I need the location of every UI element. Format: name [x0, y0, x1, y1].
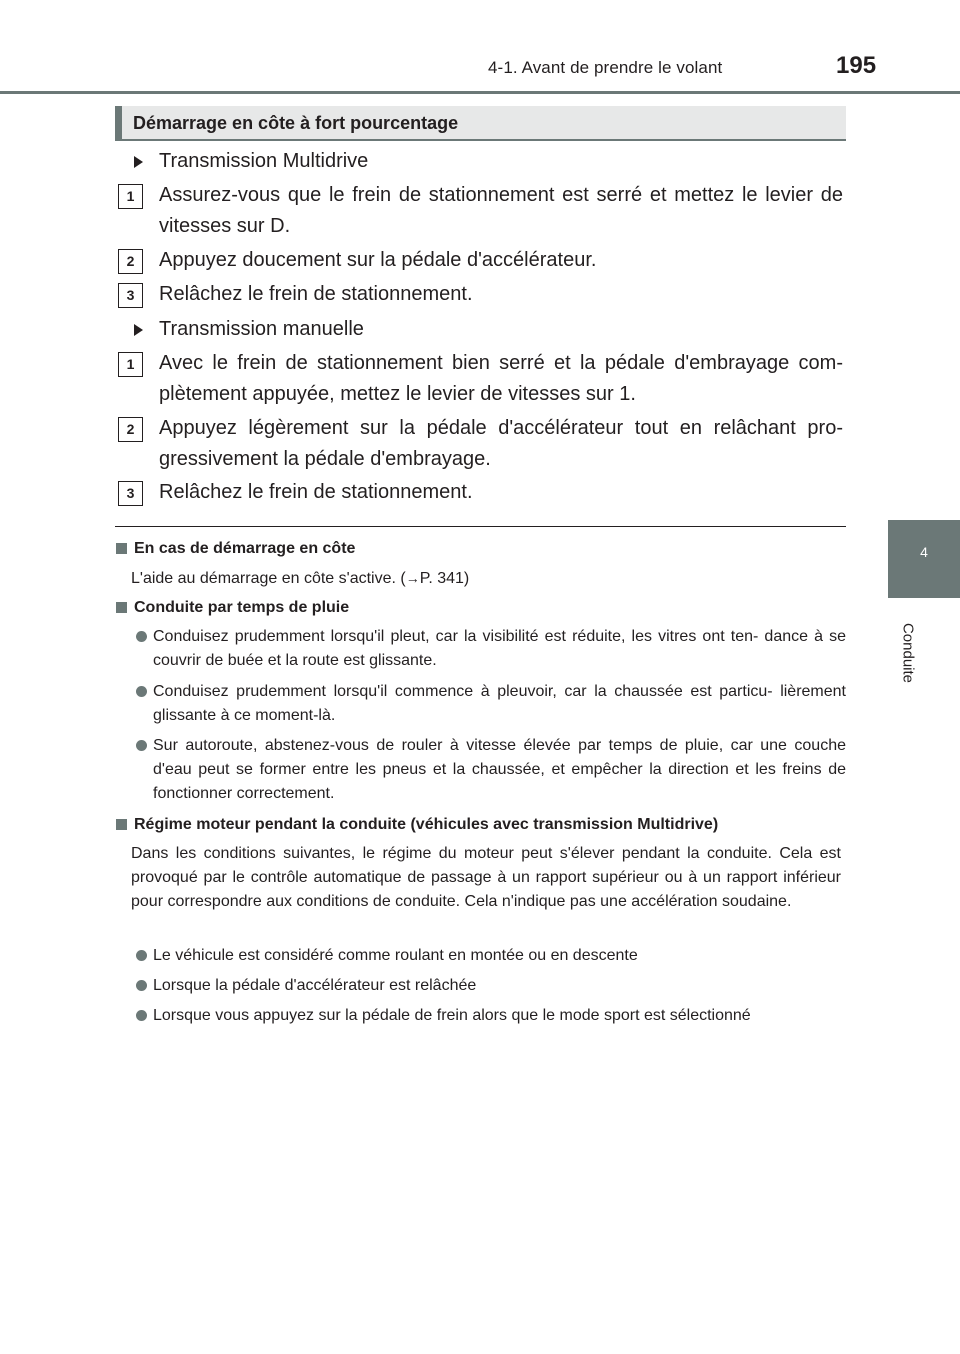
round-bullet-icon — [136, 740, 147, 751]
step-text: Appuyez doucement sur la pédale d'accélérateur. — [159, 249, 597, 271]
triangle-bullet-icon — [134, 156, 143, 168]
step-number-box: 2 — [118, 249, 143, 274]
square-bullet-icon — [116, 543, 127, 554]
step-number-box: 3 — [118, 283, 143, 308]
step-text: Avec le frein de stationnement bien serré et la pédale d'embrayage com- plètement appuyée, mettez le levier de vitesses sur 1. — [159, 352, 843, 405]
chapter-label: Conduite — [899, 622, 917, 684]
chapter-tab — [888, 520, 960, 598]
note-bullet-text: Sur autoroute, abstenez-vous de rouler à vitesse élevée par temps de pluie, car une couche d'eau peut se former entre les pneus et la chaussée, et empêcher la direction et les freins de fonctionner correctement. — [153, 737, 846, 802]
step-text: Relâchez le frein de stationnement. — [159, 283, 473, 305]
round-bullet-icon — [136, 686, 147, 697]
note-title: En cas de démarrage en côte — [134, 540, 356, 557]
section-title-underline — [115, 139, 846, 141]
step-number-box: 2 — [118, 417, 143, 442]
note-title: Régime moteur pendant la conduite (véhicules avec transmission Multidrive) — [134, 816, 719, 833]
header-rule — [0, 91, 960, 94]
step-text: Appuyez légèrement sur la pédale d'accélérateur tout en relâchant pro- gressivement la pédale d'embrayage. — [159, 417, 843, 470]
running-header-section: 4-1. Avant de prendre le volant — [488, 58, 723, 77]
note-text: Dans les conditions suivantes, le régime du moteur peut s'élever pendant la conduite. Cela est provoqué par le contrôle automatique de passage à un rapport supérieur ou à un rapport inférieur pour correspondre aux conditions de conduite. Cela n'indique pas une accélération soudaine. — [131, 845, 841, 910]
page-number: 195 — [836, 52, 877, 79]
section-title: Démarrage en côte à fort pourcentage — [133, 113, 459, 133]
triangle-bullet-icon — [134, 324, 143, 336]
step-number-box: 3 — [118, 481, 143, 506]
manual-heading: Transmission manuelle — [159, 318, 364, 340]
note-bullet-text: Le véhicule est considéré comme roulant en montée ou en descente — [153, 947, 638, 964]
arrow-icon: → — [405, 570, 420, 586]
step-text: Assurez-vous que le frein de stationnement est serré et mettez le levier de vitesses sur D. — [159, 184, 843, 237]
step-text: Relâchez le frein de stationnement. — [159, 481, 473, 503]
square-bullet-icon — [116, 819, 127, 830]
page-reference-link[interactable]: P. 341) — [419, 570, 470, 587]
round-bullet-icon — [136, 1010, 147, 1021]
round-bullet-icon — [136, 950, 147, 961]
chapter-label-container — [898, 608, 918, 698]
note-bullet-text: Lorsque la pédale d'accélérateur est relâchée — [153, 977, 477, 994]
note-bullet-text: Conduisez prudemment lorsqu'il pleut, car la visibilité est réduite, les vitres ont ten- dance à se couvrir de buée et la route est glissante. — [153, 628, 846, 669]
step-number-box: 1 — [118, 184, 143, 209]
note-text: L'aide au démarrage en côte s'active. (→P. 341) — [131, 570, 470, 587]
chapter-number: 4 — [920, 544, 928, 560]
round-bullet-icon — [136, 980, 147, 991]
notes-separator — [115, 526, 846, 527]
note-bullet-text: Lorsque vous appuyez sur la pédale de frein alors que le mode sport est sélectionné — [153, 1007, 751, 1024]
round-bullet-icon — [136, 631, 147, 642]
step-number-box: 1 — [118, 352, 143, 377]
section-title-box — [115, 106, 846, 139]
square-bullet-icon — [116, 602, 127, 613]
multidrive-heading: Transmission Multidrive — [159, 150, 369, 172]
note-title: Conduite par temps de pluie — [134, 599, 350, 616]
note-bullet-text: Conduisez prudemment lorsqu'il commence à pleuvoir, car la chaussée est particu- lièrement glissante à ce moment-là. — [153, 683, 846, 724]
